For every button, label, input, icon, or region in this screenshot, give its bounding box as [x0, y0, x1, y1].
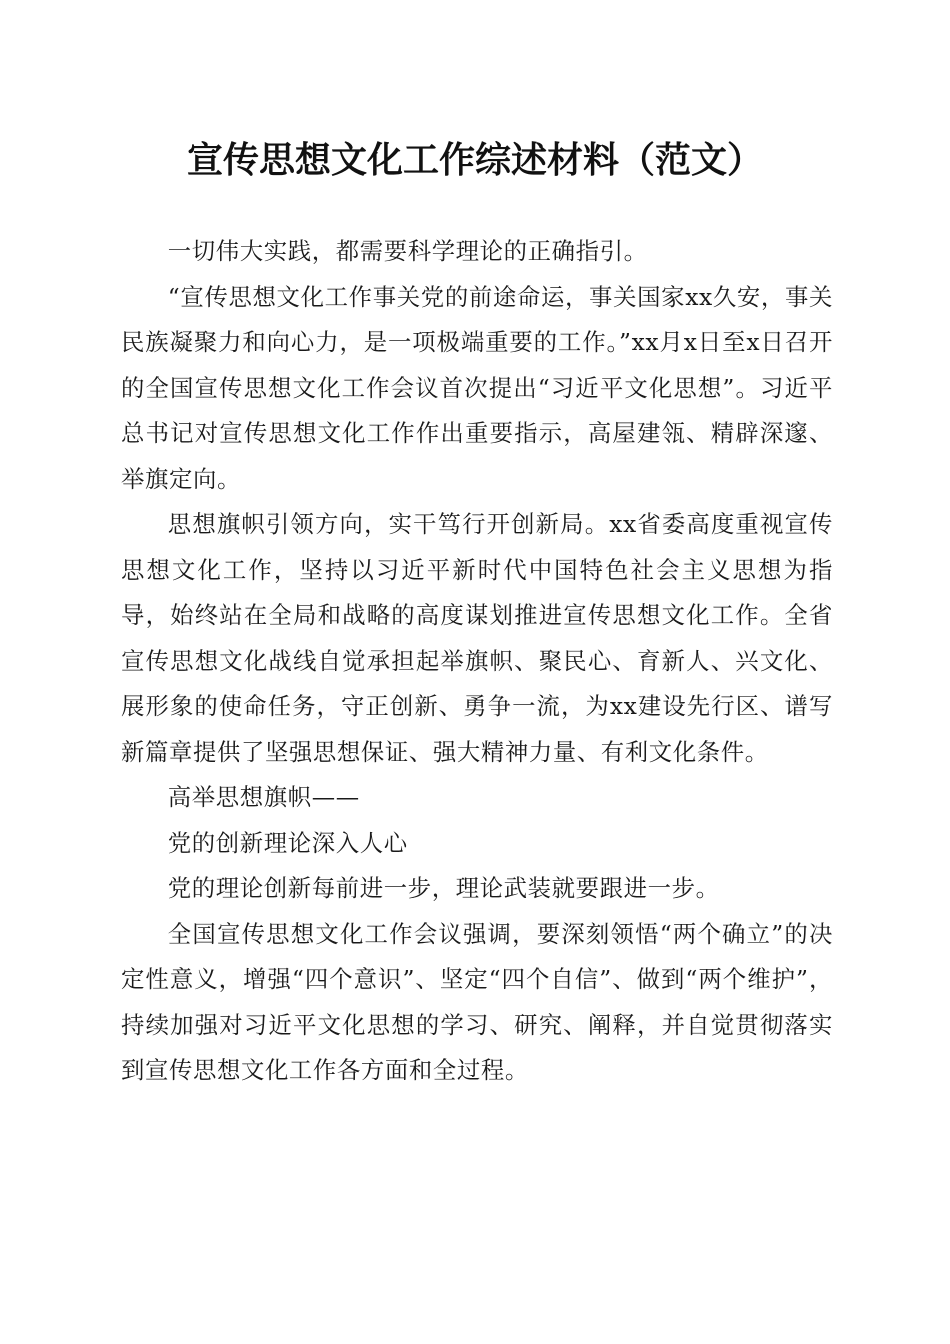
- paragraph-conference: 全国宣传思想文化工作会议强调，要深刻领悟“两个确立”的决定性意义，增强“四个意识”、坚定“四个自信”、做到“两个维护”，持续加强对习近平文化思想的学习、研究、阐释，并自觉贯彻落实到宣传思想文化工作各方面和全过程。: [121, 919, 833, 1084]
- paragraph-province: 思想旗帜引领方向，实干笃行开创新局。xx省委高度重视宣传思想文化工作，坚持以习近平新时代中国特色社会主义思想为指导，始终站在全局和战略的高度谋划推进宣传思想文化工作。全省宣传思想文化战线自觉承担起举旗帜、聚民心、育新人、兴文化、展形象的使命任务，守正创新、勇争一流，为xx建设先行区、谱写新篇章提供了坚强思想保证、强大精神力量、有利文化条件。: [121, 510, 833, 766]
- paragraph-intro: 一切伟大实践，都需要科学理论的正确指引。: [167, 237, 648, 265]
- section-heading-line-2: 党的创新理论深入人心: [167, 828, 408, 857]
- document-body: [121, 229, 833, 1094]
- paragraph-theory: 党的理论创新每前进一步，理论武装就要跟进一步。: [167, 874, 720, 902]
- section-heading-line-1: 高举思想旗帜——: [167, 783, 360, 811]
- paragraph-quote: “宣传思想文化工作事关党的前途命运，事关国家xx久安，事关民族凝聚力和向心力，是一项极端重要的工作。”xx月x日至x日召开的全国宣传思想文化工作会议首次提出“习近平文化思想”。习近平总书记对宣传思想文化工作作出重要指示，高屋建瓴、精辟深邃、举旗定向。: [121, 282, 833, 493]
- document-title: 宣传思想文化工作综述材料（范文）: [186, 139, 763, 181]
